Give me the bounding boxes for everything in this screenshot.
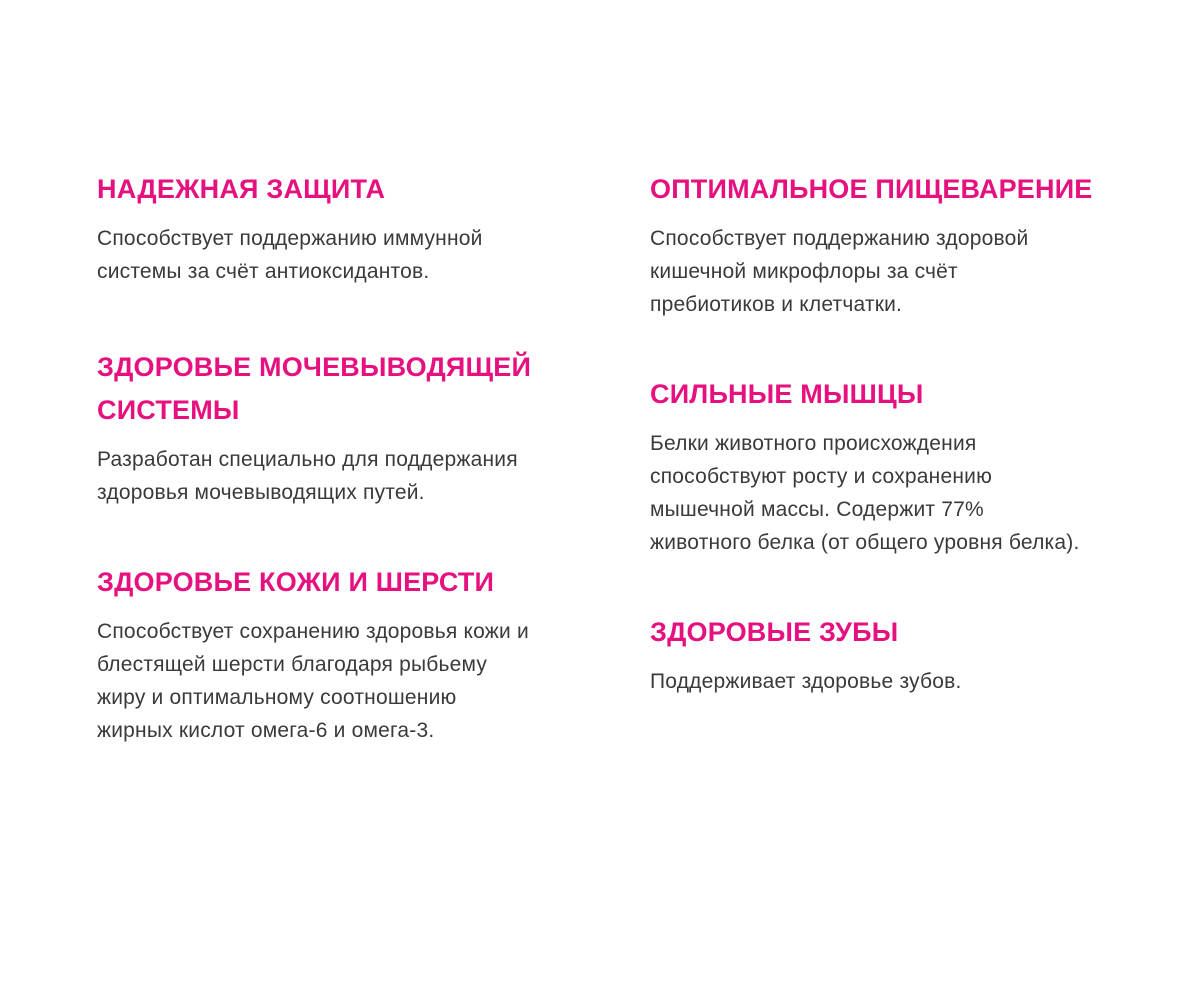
feature-description-line: животного белка (от общего уровня белка). — [650, 531, 1080, 554]
feature-strong-muscles — [650, 373, 1190, 559]
feature-description-line: жиру и оптимальному соотношению — [97, 686, 457, 709]
feature-optimal-digestion — [650, 168, 1190, 321]
feature-description-line: Поддерживает здоровье зубов. — [650, 670, 962, 693]
feature-description — [650, 665, 1190, 698]
feature-description-line: системы за счёт антиоксидантов. — [97, 260, 430, 283]
feature-title-line: СИСТЕМЫ — [97, 395, 240, 425]
feature-description — [97, 222, 617, 288]
feature-description-line: способствуют росту и сохранению — [650, 465, 993, 488]
feature-title: СИЛЬНЫЕ МЫШЦЫ — [650, 379, 924, 409]
feature-description-line: кишечной микрофлоры за счёт — [650, 260, 958, 283]
feature-description-line: здоровья мочевыводящих путей. — [97, 481, 425, 504]
feature-description-line: Способствует поддержанию иммунной — [97, 227, 483, 250]
feature-title-line: ЗДОРОВЬЕ МОЧЕВЫВОДЯЩЕЙ — [97, 352, 532, 382]
feature-description — [650, 222, 1190, 321]
benefits-left-column — [97, 168, 617, 805]
feature-title — [97, 346, 617, 432]
feature-title: НАДЕЖНАЯ ЗАЩИТА — [97, 174, 386, 204]
feature-description — [97, 615, 617, 747]
feature-reliable-protection — [97, 168, 617, 288]
feature-description — [97, 443, 617, 509]
feature-skin-coat-health — [97, 561, 617, 747]
feature-description — [650, 427, 1190, 559]
feature-description-line: Способствует поддержанию здоровой — [650, 227, 1029, 250]
feature-title: ЗДОРОВЫЕ ЗУБЫ — [650, 617, 899, 647]
feature-description-line: Разработан специально для поддержания — [97, 448, 518, 471]
feature-description-line: мышечной массы. Содержит 77% — [650, 498, 984, 521]
feature-title: ОПТИМАЛЬНОЕ ПИЩЕВАРЕНИЕ — [650, 174, 1093, 204]
feature-healthy-teeth — [650, 611, 1190, 698]
feature-description-line: Способствует сохранению здоровья кожи и — [97, 620, 529, 643]
feature-urinary-health — [97, 346, 617, 509]
feature-description-line: пребиотиков и клетчатки. — [650, 293, 903, 316]
feature-description-line: жирных кислот омега-6 и омега-3. — [97, 719, 435, 742]
feature-description-line: блестящей шерсти благодаря рыбьему — [97, 653, 488, 676]
benefits-right-column — [650, 168, 1190, 756]
feature-description-line: Белки животного происхождения — [650, 432, 977, 455]
feature-title: ЗДОРОВЬЕ КОЖИ И ШЕРСТИ — [97, 567, 495, 597]
